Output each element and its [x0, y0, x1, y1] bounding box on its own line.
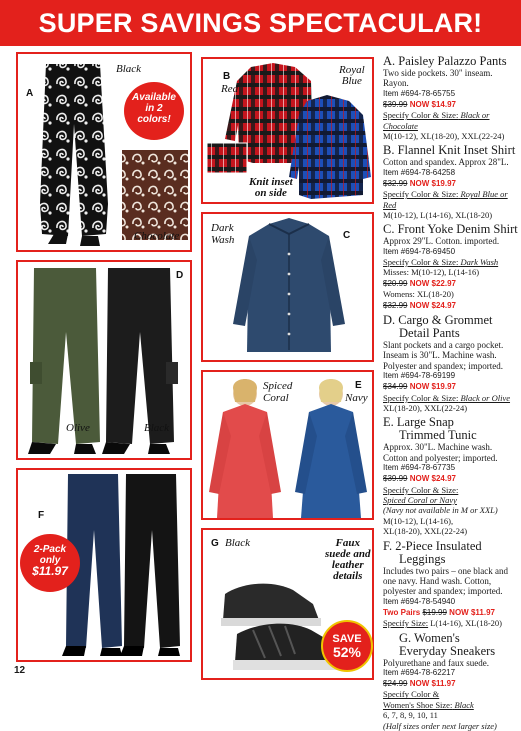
product-f-title: F. 2-Piece Insulated Leggings [383, 538, 482, 566]
panel-a-color-chocolate: Chocolate [134, 230, 180, 242]
product-c-price-womens: $32.99 NOW $24.97 [383, 300, 456, 310]
product-d-price: $34.99 NOW $19.97 [383, 382, 456, 392]
panel-b-letter: B [223, 71, 231, 82]
product-panel-e[interactable] [201, 370, 374, 520]
product-a-spec: Specify Color & Size: Black or Chocolate [383, 110, 490, 131]
two-pack-price-burst: 2-Pack only $11.97 [20, 534, 80, 592]
product-e-desc-1: Approx. 30"L. Machine wash. [383, 442, 493, 453]
product-e-title: E. Large Snap Trimmed Tunic [383, 415, 477, 443]
product-a-title: A. Paisley Palazzo Pants [383, 54, 507, 68]
product-panel-f[interactable] [16, 468, 192, 662]
product-e-sizes-2: XL(18-20), XXL(22-24) [383, 526, 468, 537]
panel-g-letter: G [211, 538, 219, 549]
product-g-spec-1: Specify Color & [383, 689, 440, 700]
panel-f-letter: F [38, 510, 45, 521]
product-a-price: $39.99 NOW $14.97 [383, 99, 456, 109]
product-b-title: B. Flannel Knit Inset Shirt [383, 143, 516, 158]
product-e-desc-2: Cotton and polyester; imported. [383, 452, 498, 463]
product-e-spec-note: (Navy not available in M or XXL) [383, 505, 498, 516]
product-d-desc-1: Slant pockets and a cargo pocket. [383, 339, 504, 350]
product-f-price: Two Pairs $19.99 NOW $11.97 [383, 607, 495, 617]
panel-b-color-red: Red [221, 83, 239, 95]
product-g-item: Item #694-78-62217 [383, 668, 456, 678]
product-panel-d[interactable] [16, 260, 192, 460]
panel-e-color-navy: Navy [345, 392, 368, 404]
product-c-title: C. Front Yoke Denim Shirt [383, 222, 518, 237]
panel-a-letter: A [26, 88, 34, 99]
panel-e-letter: E [355, 380, 362, 391]
product-c-price-misses: $20.99 NOW $22.97 [383, 278, 456, 288]
paisley-pants-image [18, 54, 194, 254]
product-b-sizes: M(10-12), L(14-16), XL(18-20) [383, 210, 493, 221]
product-f-desc-1: Includes two pairs – one black and [383, 565, 508, 576]
product-f-spec: Specify Size: L(14-16), XL(18-20) [383, 618, 502, 629]
product-g-size-note: (Half sizes order next larger size) [383, 720, 497, 731]
product-c-desc: Approx 29"L. Cotton. imported. [383, 236, 500, 247]
product-d-item: Item #694-78-69199 [383, 371, 456, 381]
available-colors-burst: Available in 2 colors! [124, 82, 184, 140]
panel-d-color-black: Black [144, 422, 170, 434]
product-c-sizes-womens: Womens: XL(18-20) [383, 289, 454, 300]
panel-d-color-olive: Olive [66, 422, 90, 434]
panel-c-color-dark-wash: Dark Wash [211, 222, 235, 246]
product-e-item: Item #694-78-67735 [383, 463, 456, 473]
product-a-item: Item #694-78-65755 [383, 88, 456, 98]
product-panel-a[interactable] [16, 52, 192, 252]
product-b-spec: Specify Color & Size: Royal Blue or Red [383, 189, 508, 210]
product-e-spec: Specify Color & Size: [383, 484, 459, 495]
panel-b-inset-note: Knit inset on side [249, 176, 293, 199]
product-g-spec-2: Women's Shoe Size: Black [383, 699, 474, 710]
product-f-desc-2: one navy. Hand wash. Cotton, [383, 576, 492, 586]
product-d-desc-3: Polyester and spandex; imported. [383, 360, 503, 371]
product-b-price: $32.99 NOW $19.97 [383, 178, 456, 188]
product-b-item: Item #694-78-64258 [383, 167, 456, 177]
product-d-title: D. Cargo & Grommet Detail Pants [383, 312, 493, 340]
product-c-spec: Specify Color & Size: Dark Wash [383, 256, 499, 267]
product-panel-c[interactable] [201, 212, 374, 362]
panel-d-letter: D [176, 270, 184, 281]
product-b-desc: Cotton and spandex. Approx 28"L. [383, 157, 509, 168]
page-number: 12 [14, 665, 26, 676]
product-panel-b[interactable] [201, 57, 374, 204]
panel-b-color-royal-blue: Royal Blue [339, 64, 365, 87]
panel-e-color-spiced-coral: Spiced Coral [263, 380, 293, 404]
product-f-desc-3: polyester and spandex; imported. [383, 586, 503, 597]
product-c-sizes-misses: Misses: M(10-12), L(14-16) [383, 267, 480, 278]
product-g-title: G. Women's Everyday Sneakers [399, 630, 496, 658]
product-e-spec-colors: Spiced Coral or Navy [383, 494, 457, 505]
product-c-item: Item #694-78-69450 [383, 246, 456, 256]
panel-g-details-note: Faux suede and leather details [325, 537, 371, 582]
product-g-desc: Polyurethane and faux suede. [383, 657, 489, 668]
product-d-desc-2: Inseam is 30"L. Machine wash. [383, 350, 497, 361]
product-d-sizes: XL(18-20), XXL(22-24) [383, 402, 468, 413]
product-descriptions [383, 52, 519, 731]
panel-g-color-black: Black [225, 537, 251, 549]
product-d-spec: Specify Color & Size: Black or Olive [383, 392, 511, 403]
product-g-sizes: 6, 7, 8, 9, 10, 11 [383, 710, 438, 721]
save-percent-burst: SAVE 52% [321, 620, 373, 672]
product-a-sizes: M(10-12), XL(18-20), XXL(22-24) [383, 131, 505, 142]
product-e-price: $39.99 NOW $24.97 [383, 474, 456, 484]
product-f-item: Item #694-78-54940 [383, 596, 456, 606]
product-e-sizes-1: M(10-12), L(14-16), [383, 515, 454, 526]
panel-a-color-black: Black [116, 63, 142, 75]
product-panel-g[interactable] [201, 528, 374, 680]
page-banner: SUPER SAVINGS SPECTACULAR! [0, 0, 521, 46]
product-g-price: $24.99 NOW $11.97 [383, 679, 456, 689]
product-a-desc: Two side pockets. 30" inseam. Rayon. [383, 68, 493, 89]
panel-c-letter: C [343, 230, 351, 241]
